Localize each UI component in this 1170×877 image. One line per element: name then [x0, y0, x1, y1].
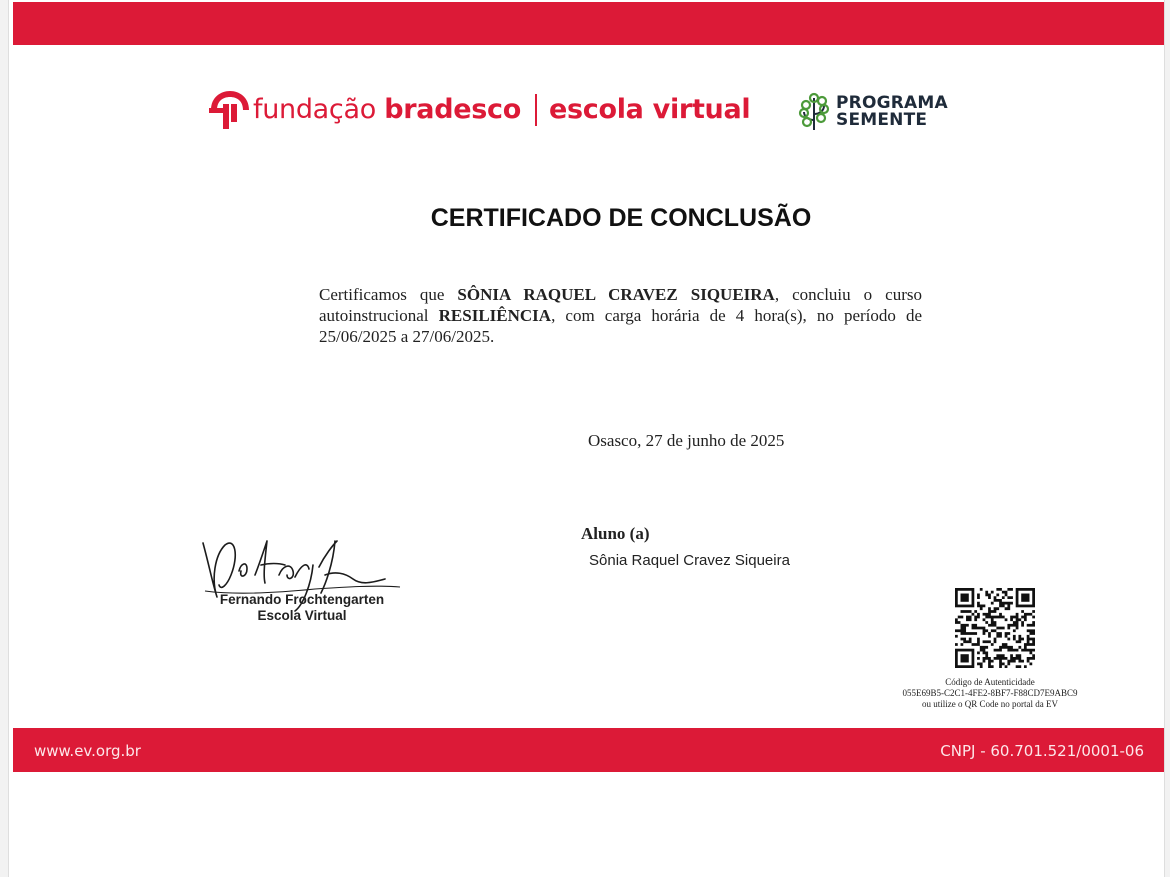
logo-escola-virtual-text: escola virtual [548, 93, 751, 125]
footer-website-link[interactable]: www.ev.org.br [34, 742, 141, 760]
logo-fundacao-text: fundação [253, 93, 376, 125]
programa-semente-logo [798, 92, 948, 132]
signatory-name: Fernando Frochtengarten [219, 592, 385, 607]
signatory-org: Escola Virtual [257, 608, 347, 623]
signatory-block [202, 592, 402, 624]
student-name-bold: SÔNIA RAQUEL CRAVEZ SIQUEIRA [457, 285, 775, 304]
logo-separator [535, 94, 537, 126]
logo-programa-text: PROGRAMA [836, 93, 948, 113]
certificate-title: CERTIFICADO DE CONCLUSÃO [430, 204, 812, 232]
student-label: Aluno (a) [581, 524, 650, 543]
top-red-band [13, 2, 1164, 45]
body-text-part3: , com carga horária de 4 hora(s), no período de 25/06/2025 a 27/06/2025. [319, 306, 923, 346]
student-name: Sônia Raquel Cravez Siqueira [589, 552, 790, 569]
certificate-body [319, 284, 922, 347]
fundacao-bradesco-logo [207, 88, 750, 132]
bradesco-tree-icon [207, 89, 253, 131]
logo-bradesco-text: bradesco [384, 93, 521, 125]
course-name-bold: RESILIÊNCIA [438, 306, 552, 325]
authenticity-block [870, 677, 1110, 710]
authenticity-note: ou utilize o QR Code no portal da EV [922, 699, 1058, 709]
qr-code-icon[interactable] [955, 588, 1035, 668]
body-text-part1: Certificamos que [319, 285, 458, 304]
body-text-part2: , concluiu o curso autoinstrucional [319, 285, 922, 325]
authenticity-label: Código de Autenticidade [945, 677, 1035, 687]
semente-tree-icon [798, 92, 830, 132]
place-and-date: Osasco, 27 de junho de 2025 [588, 431, 785, 450]
authenticity-code: 055E69B5-C2C1-4FE2-8BF7-F88CD7E9ABC9 [902, 688, 1078, 698]
footer-cnpj: CNPJ - 60.701.521/0001-06 [940, 742, 1144, 760]
logo-semente-text: SEMENTE [836, 110, 928, 130]
bottom-red-band [13, 728, 1164, 772]
